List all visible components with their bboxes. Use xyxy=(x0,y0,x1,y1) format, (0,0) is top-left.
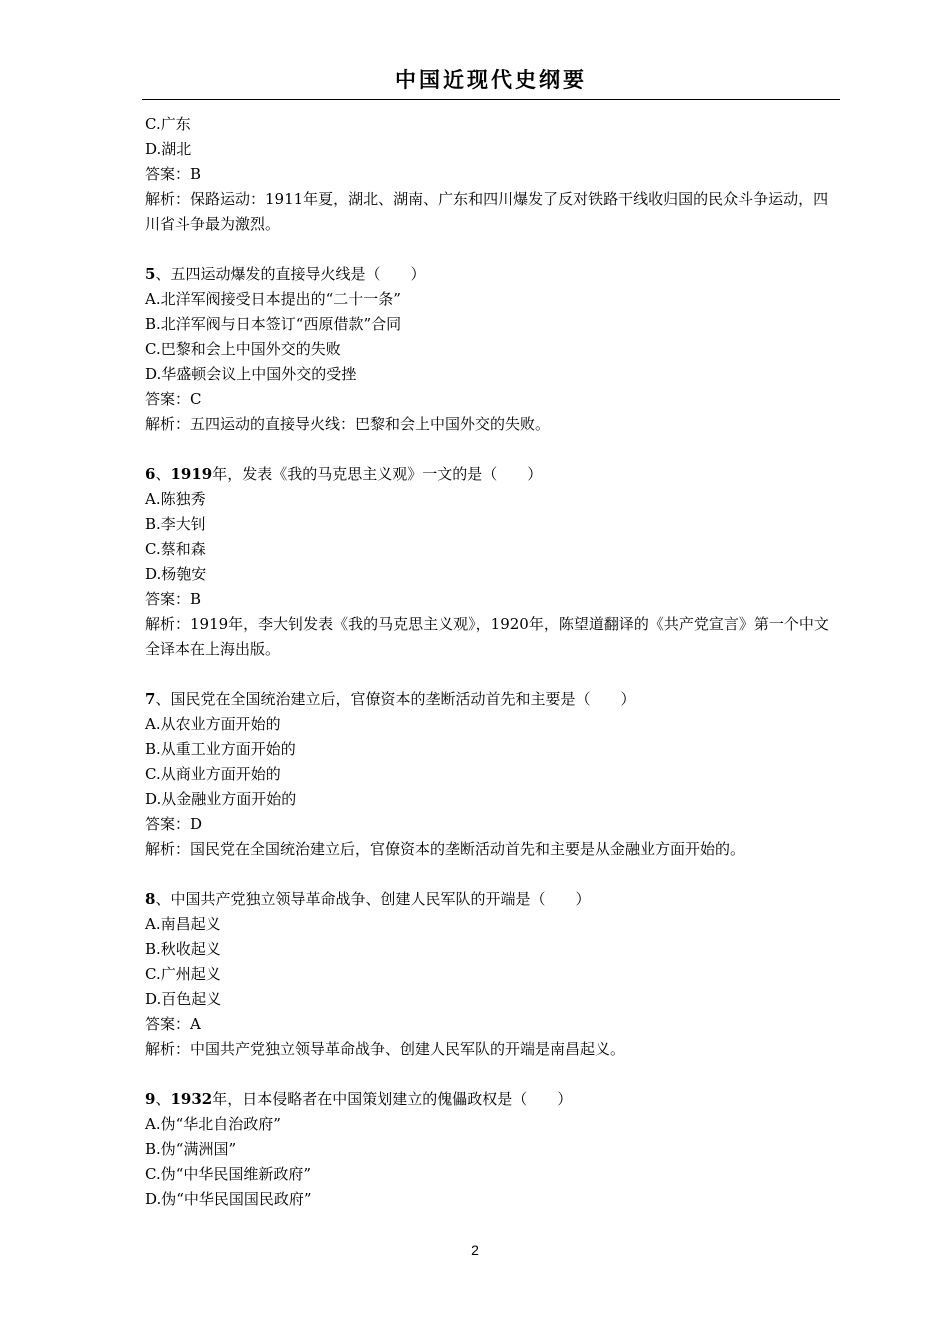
question-text: 、五四运动爆发的直接导火线是（ ） xyxy=(155,265,426,283)
question-7-option-c: C.从商业方面开始的 xyxy=(145,765,281,783)
question-6-option-d: D.杨匏安 xyxy=(145,565,207,583)
spacer xyxy=(145,662,840,687)
question-7-analysis: 解析：国民党在全国统治建立后，官僚资本的垄断活动首先和主要是从金融业方面开始的。 xyxy=(145,840,746,858)
question-6-option-c: C.蔡和森 xyxy=(145,540,206,558)
question-number: 6 xyxy=(145,465,156,483)
document-body xyxy=(145,112,840,1212)
q4-answer: 答案：B xyxy=(145,165,202,183)
question-9-stem xyxy=(145,1087,840,1112)
spacer xyxy=(145,437,840,462)
question-8-option-c: C.广州起义 xyxy=(145,965,221,983)
question-7-stem xyxy=(145,687,840,712)
question-text: 、国民党在全国统治建立后，官僚资本的垄断活动首先和主要是（ ） xyxy=(155,690,636,708)
question-9-option-b: B.伪“满洲国” xyxy=(145,1140,237,1158)
question-6-stem xyxy=(145,462,840,487)
question-6-option-b: B.李大钊 xyxy=(145,515,206,533)
page-number: 2 xyxy=(471,1242,479,1258)
question-year: 1932 xyxy=(170,1090,213,1108)
q4-option-c: C.广东 xyxy=(145,115,191,133)
header-divider xyxy=(142,99,840,100)
spacer xyxy=(145,1062,840,1087)
spacer xyxy=(145,237,840,262)
q4-option-d: D.湖北 xyxy=(145,140,192,158)
question-7-answer: 答案：D xyxy=(145,815,203,833)
question-8-option-d: D.百色起义 xyxy=(145,990,222,1008)
question-number: 8 xyxy=(145,890,156,908)
question-7-option-a: A.从农业方面开始的 xyxy=(145,715,281,733)
question-number: 5 xyxy=(145,265,156,283)
question-8-answer: 答案：A xyxy=(145,1015,201,1033)
page-header-title: 中国近现代史纲要 xyxy=(395,67,587,92)
question-9-option-d: D.伪“中华民国国民政府” xyxy=(145,1190,312,1208)
question-7-option-d: D.从金融业方面开始的 xyxy=(145,790,297,808)
question-5-option-d: D.华盛顿会议上中国外交的受挫 xyxy=(145,365,357,383)
question-6-answer: 答案：B xyxy=(145,590,202,608)
question-text: 年，日本侵略者在中国策划建立的傀儡政权是（ ） xyxy=(212,1090,573,1108)
question-separator: 、 xyxy=(155,1090,171,1108)
question-7-option-b: B.从重工业方面开始的 xyxy=(145,740,296,758)
question-number: 9 xyxy=(145,1090,156,1108)
question-8-option-a: A.南昌起义 xyxy=(145,915,221,933)
spacer xyxy=(145,862,840,887)
question-5-stem xyxy=(145,262,840,287)
question-text: 、中国共产党独立领导革命战争、创建人民军队的开端是（ ） xyxy=(155,890,591,908)
question-separator: 、 xyxy=(155,465,171,483)
question-5-answer: 答案：C xyxy=(145,390,202,408)
q4-analysis: 解析：保路运动：1911年夏，湖北、湖南、广东和四川爆发了反对铁路干线收归国的民众斗争运动，四川省斗争最为激烈。 xyxy=(145,190,829,233)
question-year: 1919 xyxy=(170,465,213,483)
question-8-stem xyxy=(145,887,840,912)
question-5-option-b: B.北洋军阀与日本签订“西原借款”合同 xyxy=(145,315,402,333)
question-6-analysis: 解析：1919年，李大钊发表《我的马克思主义观》，1920年，陈望道翻译的《共产党宣言》第一个中文全译本在上海出版。 xyxy=(145,615,829,658)
question-5-option-c: C.巴黎和会上中国外交的失败 xyxy=(145,340,341,358)
question-5-option-a: A.北洋军阀接受日本提出的“二十一条” xyxy=(145,290,401,308)
question-8-option-b: B.秋收起义 xyxy=(145,940,221,958)
question-text: 年，发表《我的马克思主义观》一文的是（ ） xyxy=(212,465,543,483)
question-9-option-c: C.伪“中华民国维新政府” xyxy=(145,1165,312,1183)
question-number: 7 xyxy=(145,690,156,708)
question-9-option-a: A.伪“华北自治政府” xyxy=(145,1115,281,1133)
question-5-analysis: 解析：五四运动的直接导火线：巴黎和会上中国外交的失败。 xyxy=(145,415,551,433)
question-6-option-a: A.陈独秀 xyxy=(145,490,206,508)
question-8-analysis: 解析：中国共产党独立领导革命战争、创建人民军队的开端是南昌起义。 xyxy=(145,1040,626,1058)
